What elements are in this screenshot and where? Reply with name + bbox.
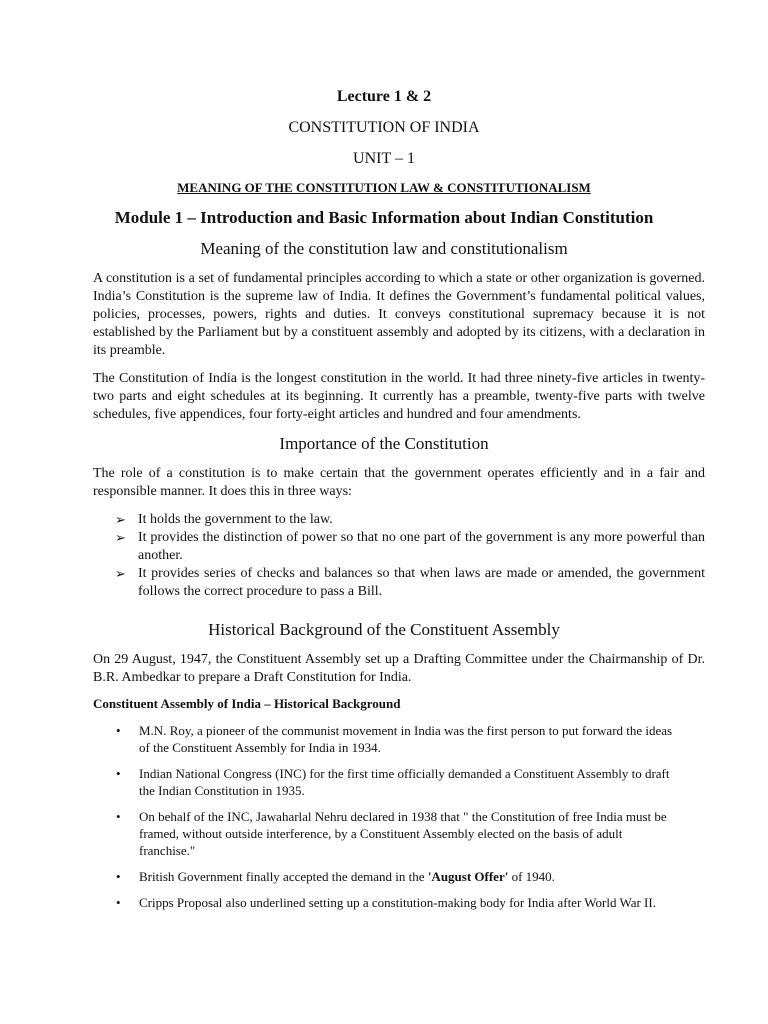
list-item: • British Government finally accepted the demand in the 'August Offer' of 1940. [116, 869, 555, 884]
history-list [93, 722, 673, 920]
section-heading-history: Historical Background of the Constituent Assembly [208, 620, 560, 639]
list-item: • M.N. Roy, a pioneer of the communist movement in India was the first person to put forward the ideas of the Constituent Assembly for India in 1934. [116, 723, 673, 755]
subheading-historical-background: Constituent Assembly of India – Historical Background [93, 696, 401, 711]
list-item: ➢ It provides series of checks and balances so that when laws are made or amended, the government follows the correct procedure to pass a Bill. [115, 566, 705, 599]
list-item: ➢ It holds the government to the law. [115, 512, 333, 527]
arrow-bullet-icon: ➢ [115, 512, 126, 527]
paragraph-longest-constitution: The Constitution of India is the longest constitution in the world. It had three ninety-five articles in twenty-two parts and eight schedules at its beginning. It currently has a preamble, twenty-five parts with twelve schedules, five appendices, four forty-eight articles and hundred and four amendments. [93, 371, 705, 422]
section-heading-meaning: Meaning of the constitution law and constitutionalism [200, 239, 568, 258]
list-item: • Cripps Proposal also underlined setting up a constitution-making body for India after World War II. [116, 895, 656, 910]
arrow-bullet-icon: ➢ [115, 566, 126, 581]
module-heading: Module 1 – Introduction and Basic Information about Indian Constitution [114, 208, 654, 227]
bullet-icon: • [116, 723, 121, 738]
bullet-icon: • [116, 809, 121, 824]
list-item: ➢ It provides the distinction of power so that no one part of the government is any more powerful than another. [115, 530, 705, 563]
bullet-icon: • [116, 766, 121, 781]
document-title: CONSTITUTION OF INDIA [288, 119, 480, 136]
august-offer-text: 'August Offer' [427, 869, 509, 884]
importance-list [93, 511, 705, 601]
list-item: • On behalf of the INC, Jawaharlal Nehru declared in 1938 that " the Constitution of free India must be framed, without outside interference, by a Constituent Assembly elected on the basis of adult franchise." [116, 809, 667, 858]
arrow-bullet-icon: ➢ [115, 530, 126, 545]
section-heading-importance: Importance of the Constitution [279, 434, 489, 453]
lecture-heading: Lecture 1 & 2 [336, 88, 432, 105]
bullet-icon: • [116, 895, 121, 910]
paragraph-drafting-committee: On 29 August, 1947, the Constituent Assembly set up a Drafting Committee under the Chairmanship of Dr. B.R. Ambedkar to prepare a Draft Constitution for India. [93, 652, 705, 685]
list-item: • Indian National Congress (INC) for the first time officially demanded a Constituent Assembly to draft the Indian Constitution in 1935. [116, 766, 670, 798]
unit-heading: UNIT – 1 [353, 150, 415, 167]
paragraph-role: The role of a constitution is to make certain that the government operates efficiently and in a fair and responsible manner. It does this in three ways: [93, 466, 705, 499]
subtitle-heading: MEANING OF THE CONSTITUTION LAW & CONSTITUTIONALISM [177, 180, 591, 195]
paragraph-definition: A constitution is a set of fundamental principles according to which a state or other organization is governed. India’s Constitution is the supreme law of India. It defines the Government’s fundamental political values, policies, processes, powers, rights and duties. It conveys constitutional supremacy because it is not established by the Parliament but by a constituent assembly and adopted by its citizens, with a declaration in its preamble. [93, 271, 705, 358]
bullet-icon: • [116, 869, 121, 884]
